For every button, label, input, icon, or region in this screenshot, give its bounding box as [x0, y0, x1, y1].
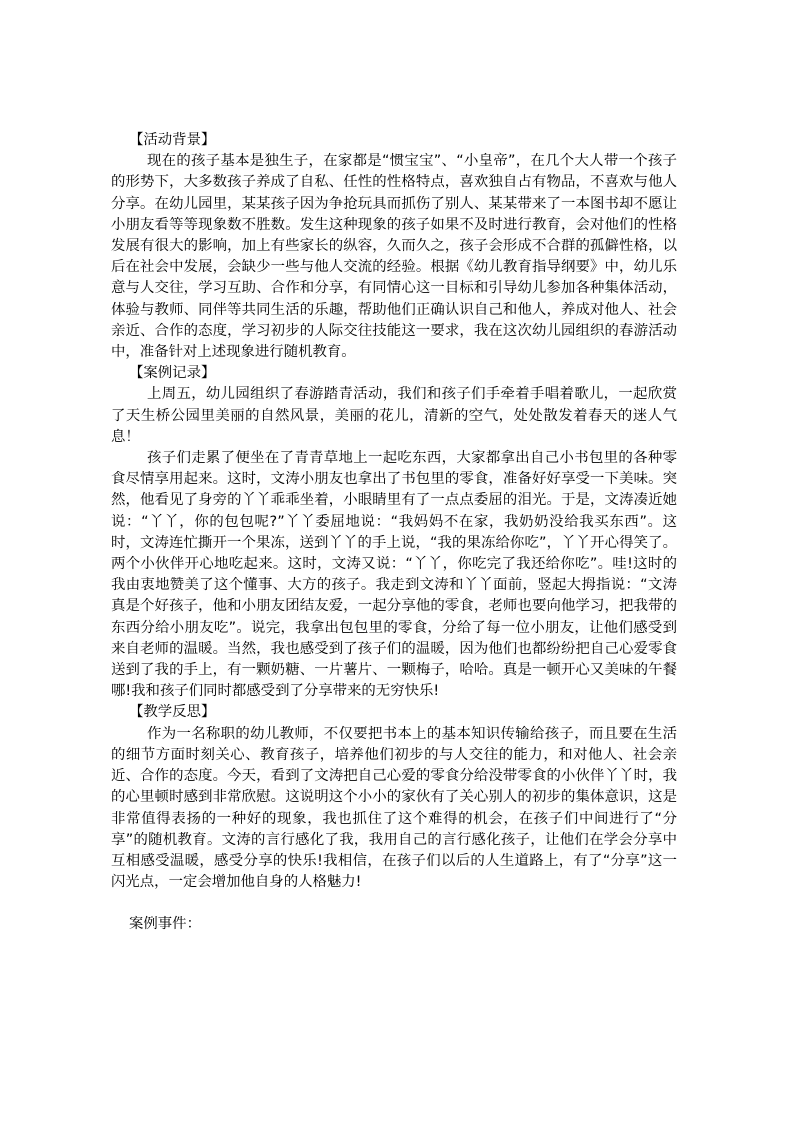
- document-page: [111, 130, 677, 936]
- paragraph-reflection: 作为一名称职的幼儿教师，不仅要把书本上的基本知识传输给孩子，而且要在生活的细节方面时刻关心、教育孩子，培养他们初步的与人交往的能力，和对他人、社会亲近、合作的态度。今天，看到了文涛把自己心爱的零食分给没带零食的小伙伴丫丫时，我的心里顿时感到非常欣慰。这说明这个小小的家伙有了关心别人的初步的集体意识，这是非常值得表扬的一种好的现象，我也抓住了这个难得的机会，在孩子们中间进行了“分享”的随机教育。文涛的言行感化了我，我用自己的言行感化孩子，让他们在学会分享中互相感受温暖，感受分享的快乐!我相信，在孩子们以后的人生道路上，有了“分享”这一闪光点，一定会增加他自身的人格魅力!: [111, 725, 677, 891]
- section-heading-record: 【案例记录】: [129, 365, 216, 382]
- case-event-label: 案例事件：: [129, 916, 201, 933]
- section-heading-background: 【活动背景】: [129, 132, 216, 148]
- paragraph-record-2: 孩子们走累了便坐在了青青草地上一起吃东西，大家都拿出自己小书包里的各种零食尽情享用起来。这时，文涛小朋友也拿出了书包里的零食，准备好好享受一下美味。突然，他看见了身旁的丫丫乖乖坐着，小眼睛里有了一点点委屈的泪光。于是，文涛凑近她说：“丫丫，你的包包呢?”丫丫委屈地说：“我妈妈不在家，我奶奶没给我买东西”。这时，文涛连忙撕开一个果冻，送到丫丫的手上说，“我的果冻给你吃”，丫丫开心得笑了。两个小伙伴开心地吃起来。这时，文涛又说：“丫丫，你吃完了我还给你吃”。哇!这时的我由衷地赞美了这个懂事、大方的孩子。我走到文涛和丫丫面前，竖起大拇指说：“文涛真是个好孩子，他和小朋友团结友爱，一起分享他的零食，老师也要向他学习，把我带的东西分给小朋友吃”。说完，我拿出包包里的零食，分给了每一位小朋友，让他们感受到来自老师的温暖。当然，我也感受到了孩子们的温暖，因为他们也都纷纷把自己心爱零食送到了我的手上，有一颗奶糖、一片薯片、一颗梅子，哈哈。真是一顿开心又美味的午餐哪!我和孩子们同时都感受到了分享带来的无穷快乐!: [111, 450, 677, 700]
- paragraph-record-1: 上周五，幼儿园组织了春游踏青活动，我们和孩子们手牵着手唱着歌儿，一起欣赏了天生桥公园里美丽的自然风景，美丽的花儿，清新的空气，处处散发着春天的迷人气息！: [111, 386, 677, 445]
- blank-line: [111, 893, 677, 914]
- section-heading-reflection: 【教学反思】: [129, 704, 216, 721]
- paragraph-background: 现在的孩子基本是独生子，在家都是“惯宝宝”、“小皇帝”，在几个大人带一个孩子的形势下，大多数孩子养成了自私、任性的性格特点，喜欢独自占有物品，不喜欢与他人分享。在幼儿园里，某某孩子因为争抢玩具而抓伤了别人、某某带来了一本图书却不愿让小朋友看等等现象数不胜数。发生这种现象的孩子如果不及时进行教育，会对他们的性格发展有很大的影响，加上有些家长的纵容，久而久之，孩子会形成不合群的孤僻性格，以后在社会中发展，会缺少一些与他人交流的经验。根据《幼儿教育指导纲要》中，幼儿乐意与人交往，学习互助、合作和分享，有同情心这一目标和引导幼儿参加各种集体活动，体验与教师、同伴等共同生活的乐趣，帮助他们正确认识自己和他人，养成对他人、社会亲近、合作的态度，学习初步的人际交往技能这一要求，我在这次幼儿园组织的春游活动中，准备针对上述现象进行随机教育。: [111, 153, 677, 361]
